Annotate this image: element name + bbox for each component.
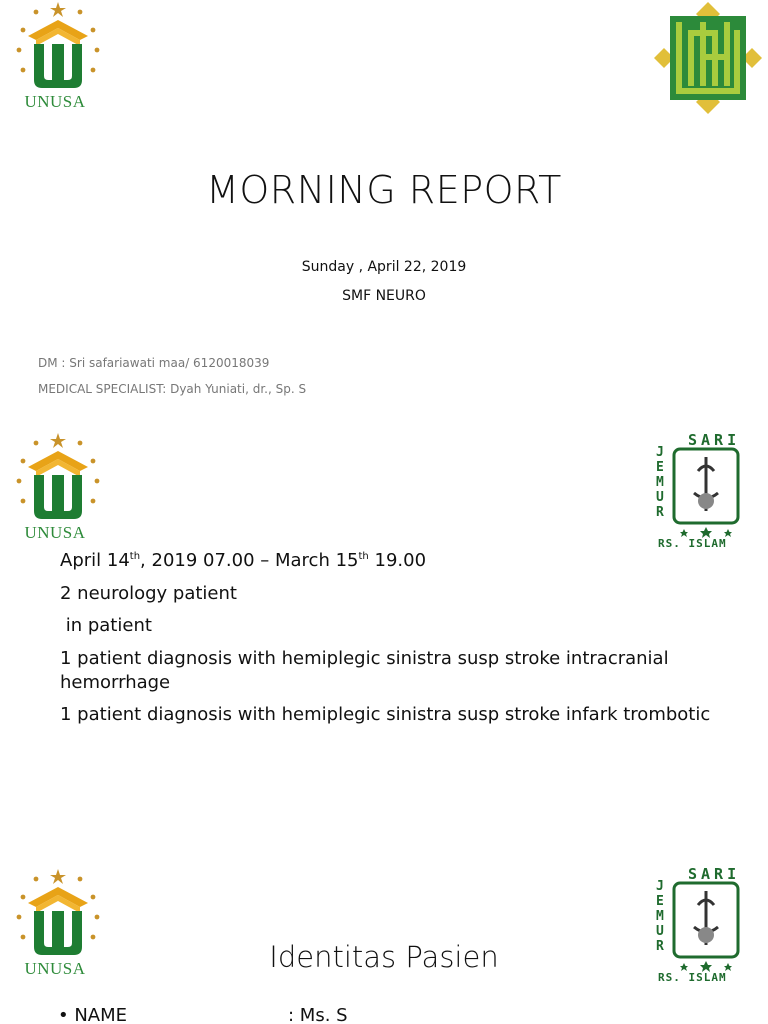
- unusa-logo-text: UNUSA: [24, 959, 86, 978]
- summary-line: in patient: [60, 615, 152, 636]
- logo-text-jemur: JEMUR: [656, 879, 664, 954]
- logo-text-sari: SARI: [688, 431, 741, 449]
- slide-summary: [0, 425, 768, 825]
- patient-name-row: [58, 1005, 348, 1024]
- page-title: MORNING REPORT: [206, 168, 562, 212]
- field-label: • NAME: [58, 1005, 128, 1024]
- report-date: Sunday , April 22, 2019: [301, 259, 467, 275]
- unusa-logo: [10, 431, 106, 541]
- doctor-info: DM : Sri safariawati maa/ 6120018039: [38, 356, 270, 370]
- specialist-info: MEDICAL SPECIALIST: Dyah Yuniati, dr., Sp. S: [38, 382, 307, 396]
- logo-text-jemur: JEMUR: [656, 445, 664, 520]
- calligraphy-logo-icon: [654, 2, 762, 114]
- logo-text-sari: SARI: [688, 865, 741, 883]
- unusa-logo-text: UNUSA: [24, 523, 86, 542]
- hospital-emblem-icon: [654, 431, 764, 551]
- report-period: April 14th, 2019 07.00 – March 15th 19.00: [60, 550, 427, 571]
- department: SMF NEURO: [342, 288, 426, 304]
- unusa-logo: [10, 0, 106, 110]
- unusa-logo-text: UNUSA: [24, 92, 86, 111]
- section-title: Identitas Pasien: [269, 940, 499, 974]
- unusa-emblem-icon: [10, 0, 106, 96]
- jemursari-logo: [654, 431, 764, 551]
- logo-text-rs-islam: RS. ISLAM: [658, 971, 727, 984]
- slide-title: [0, 0, 768, 420]
- slide-patient-identity: [0, 855, 768, 1024]
- unusa-emblem-icon: [10, 431, 106, 527]
- logo-text-rs-islam: RS. ISLAM: [658, 537, 727, 550]
- summary-line: 1 patient diagnosis with hemiplegic sinistra susp stroke intracranial hemorrhage: [60, 648, 669, 693]
- summary-line: 2 neurology patient: [60, 583, 237, 604]
- summary-line: 1 patient diagnosis with hemiplegic sinistra susp stroke infark trombotic: [60, 704, 711, 725]
- field-value: : Ms. S: [288, 1005, 348, 1024]
